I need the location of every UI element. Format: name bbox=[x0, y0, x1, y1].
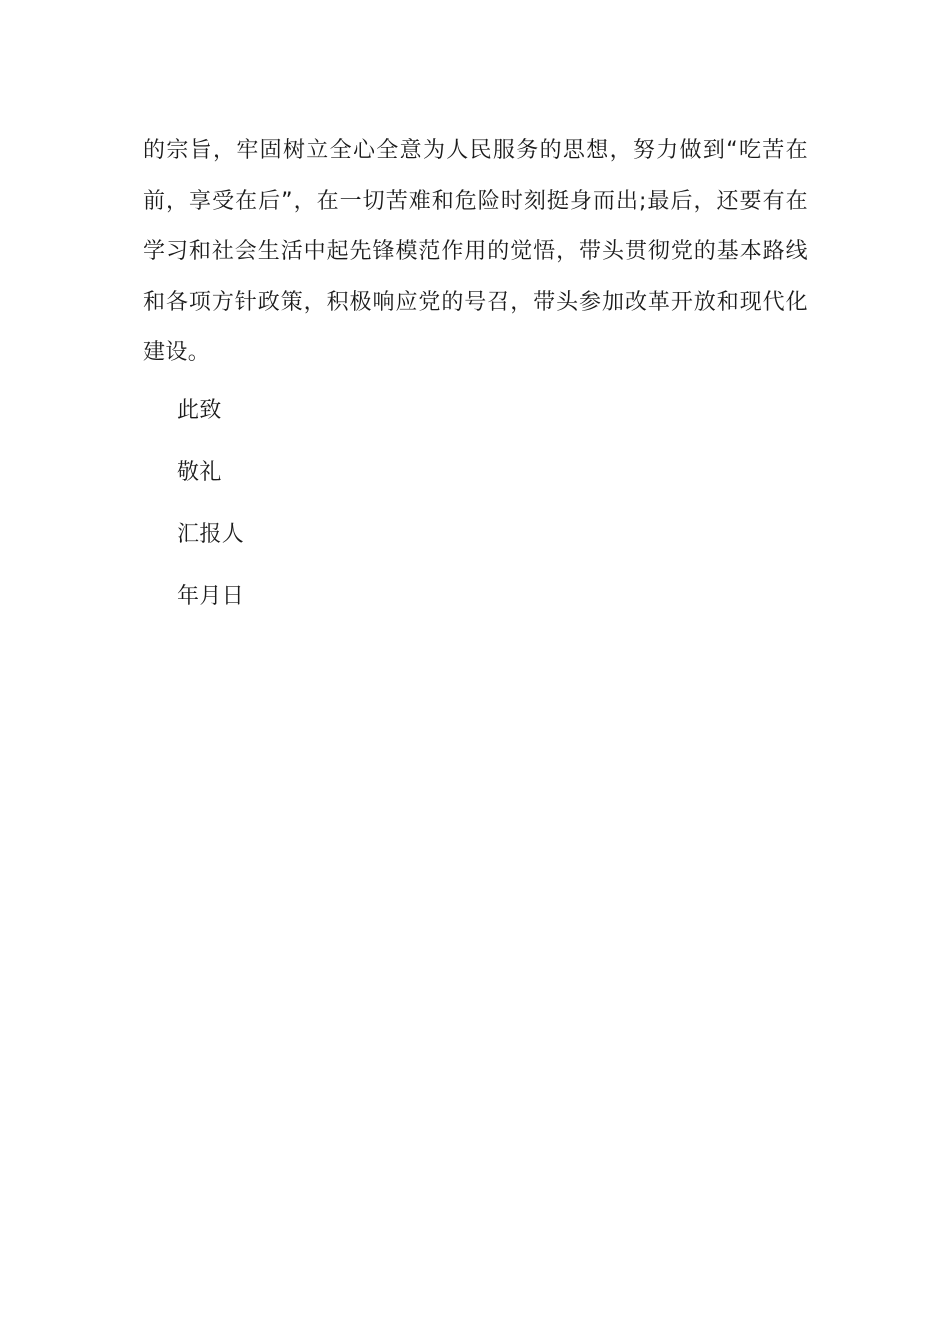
closing-salutation: 此致 bbox=[177, 398, 222, 423]
date-label: 年月日 bbox=[177, 584, 245, 609]
body-paragraph: 的宗旨，牢固树立全心全意为人民服务的思想，努力做到“吃苦在前，享受在后”，在一切苦难和危险时刻挺身而出;最后，还要有在学习和社会生活中起先锋模范作用的觉悟，带头贯彻党的基本路线和各项方针政策，积极响应党的号召，带头参加改革开放和现代化建设。 bbox=[143, 138, 808, 365]
reporter-label: 汇报人 bbox=[177, 522, 245, 547]
closing-regards: 敬礼 bbox=[177, 460, 222, 485]
